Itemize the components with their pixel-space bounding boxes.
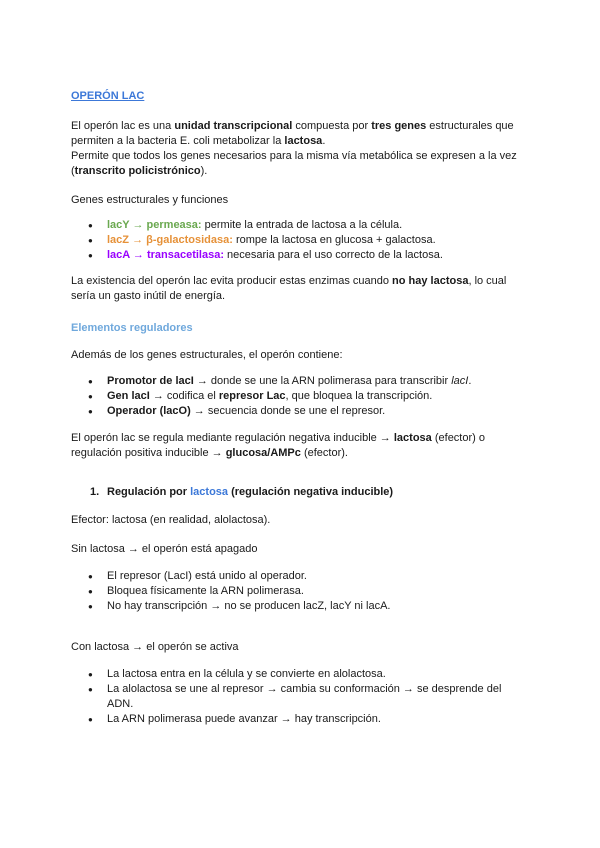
existence-paragraph	[71, 274, 531, 304]
text-bold: transcrito policistrónico	[74, 165, 201, 177]
text: (efector).	[300, 447, 348, 459]
text: (efector) o regulación positiva inducible →	[71, 432, 485, 459]
text: → secuencia donde se une el represor.	[190, 405, 386, 417]
regulators-list	[71, 374, 511, 419]
gene-name: lacY → permeasa:	[107, 219, 202, 231]
intro-paragraph	[71, 119, 531, 179]
text-bold: represor Lac	[218, 390, 286, 402]
text: ).	[200, 165, 208, 177]
text-bold: no hay lactosa	[392, 275, 469, 287]
gene-name: lacA → transacetilasa:	[107, 249, 224, 261]
genes-list	[71, 218, 511, 263]
list-item: ● El represor (LacI) está unido al operador.	[71, 569, 511, 584]
with-lactose-list	[71, 667, 511, 727]
list-item	[71, 374, 511, 389]
text: .	[322, 135, 326, 147]
text: (regulación negativa inducible)	[228, 486, 394, 498]
text: estructurales que permiten a la bacteria E. coli metabolizar la	[71, 120, 514, 147]
list-item	[71, 248, 511, 263]
text-italic: lacI	[451, 375, 469, 387]
list-item: ● Bloquea físicamente la ARN polimerasa.	[71, 584, 511, 599]
without-lactose-list	[71, 569, 511, 614]
list-item: ● La ARN polimerasa puede avanzar → hay transcripción.	[71, 712, 511, 727]
regulators-intro: Además de los genes estructurales, el operón contiene:	[71, 349, 343, 361]
text: .	[468, 375, 472, 387]
text: → codifica el	[149, 390, 219, 402]
without-lactose-heading: Sin lactosa → el operón está apagado	[71, 543, 258, 555]
section-heading-lactose	[107, 485, 527, 500]
text-bold: Promotor de lacI	[107, 375, 194, 387]
page-title: OPERÓN LAC	[71, 90, 145, 102]
text-bold: unidad transcripcional	[174, 120, 293, 132]
list-item: ● La alolactosa se une al represor → cambia su conformación → se desprende del ADN.	[71, 682, 511, 712]
gene-desc: permite la entrada de lactosa a la célula.	[201, 219, 403, 231]
list-item	[71, 404, 511, 419]
gene-desc: rompe la lactosa en glucosa + galactosa.	[232, 234, 436, 246]
text-bold: Gen lacI	[107, 390, 150, 402]
gene-name: lacZ → β-galactosidasa:	[107, 234, 233, 246]
list-item	[71, 233, 511, 248]
effector-line: Efector: lactosa (en realidad, alolactosa).	[71, 514, 271, 526]
text: El operón lac se regula mediante regulación negativa inducible →	[71, 432, 394, 444]
with-lactose-heading: Con lactosa → el operón se activa	[71, 641, 239, 653]
text-highlight: lactosa	[190, 486, 229, 498]
text: Permite que todos los genes necesarios para la misma vía metabólica se expresen a la vez (	[71, 150, 517, 177]
text-bold: glucosa/AMPc	[225, 447, 301, 459]
section-number: 1.	[90, 486, 100, 498]
text-bold: Operador (lacO)	[107, 405, 191, 417]
list-item: ● La lactosa entra en la célula y se convierte en alolactosa.	[71, 667, 511, 682]
list-item	[71, 218, 511, 233]
text: La existencia del operón lac evita producir estas enzimas cuando	[71, 275, 393, 287]
genes-heading: Genes estructurales y funciones	[71, 194, 229, 206]
text: , que bloquea la transcripción.	[285, 390, 433, 402]
section-heading-regulators: Elementos reguladores	[71, 322, 193, 334]
text-bold: lactosa	[393, 432, 432, 444]
text: → donde se une la ARN polimerasa para transcribir	[193, 375, 452, 387]
text: compuesta por	[292, 120, 372, 132]
list-item	[71, 389, 511, 404]
text: El operón lac es una	[71, 120, 175, 132]
list-item: ● No hay transcripción → no se producen lacZ, lacY ni lacA.	[71, 599, 511, 614]
regulation-paragraph	[71, 431, 531, 461]
gene-desc: necesaria para el uso correcto de la lactosa.	[223, 249, 443, 261]
text-bold: tres genes	[371, 120, 427, 132]
text: Regulación por	[107, 486, 191, 498]
text: , lo cual sería un gasto inútil de energía.	[71, 275, 507, 302]
text-bold: lactosa	[284, 135, 323, 147]
